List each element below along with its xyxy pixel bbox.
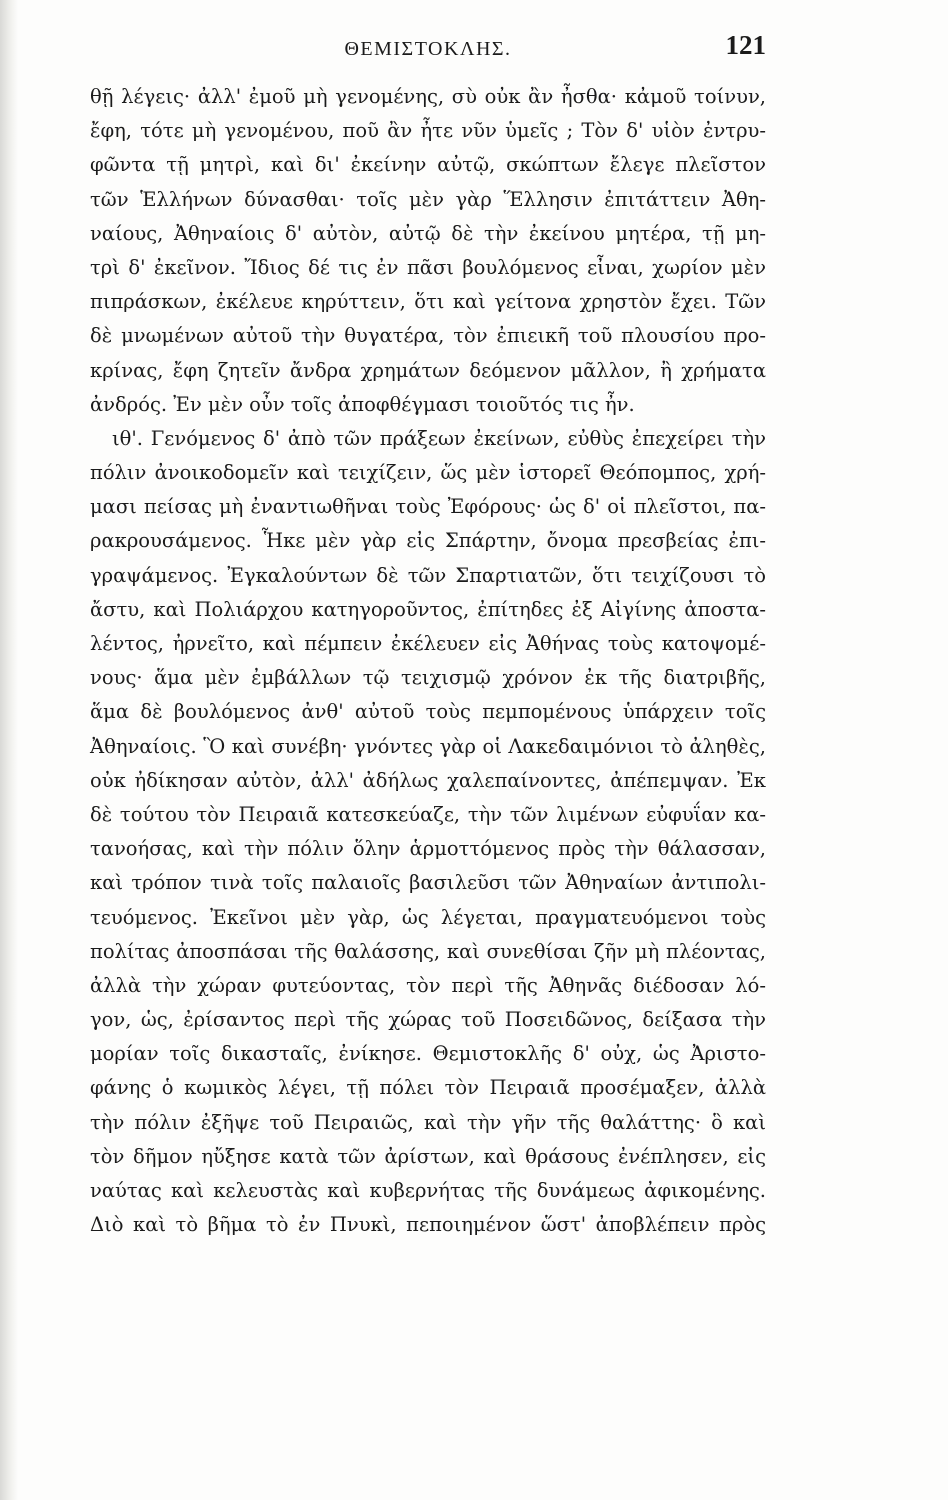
text-line: ἅμα δὲ βουλόμενος ἀνθ' αὐτοῦ τοὺς πεμπομένους ὑπάρχειν τοῖς	[90, 700, 766, 724]
text-line: Ἀθηναίοις. Ὃ καὶ συνέβη· γνόντες γὰρ οἱ Λακεδαιμόνιοι τὸ ἀληθὲς,	[90, 734, 766, 758]
text-line: Διὸ καὶ τὸ βῆμα τὸ ἐν Πνυκὶ, πεποιημένον ὥστ' ἀποβλέπειν πρὸς	[90, 1213, 766, 1237]
text-line: νους· ἅμα μὲν ἐμβάλλων τῷ τειχισμῷ χρόνον ἐκ τῆς διατριβῆς,	[90, 666, 766, 690]
text-line: μασι πείσας μὴ ἐναντιωθῆναι τοὺς Ἐφόρους· ὡς δ' οἱ πλεῖστοι, πα-	[90, 495, 766, 519]
text-line: τρὶ δ' ἐκεῖνον. Ἴδιος δέ τις ἐν πᾶσι βουλόμενος εἶναι, χωρίον μὲν	[90, 255, 766, 279]
text-line: ναύτας καὶ κελευστὰς καὶ κυβερνήτας τῆς δυνάμεως ἀφικομένης.	[90, 1179, 766, 1202]
text-line: ναίους, Ἀθηναίοις δ' αὐτὸν, αὐτῷ δὲ τὴν ἐκείνου μητέρα, τῇ μη-	[90, 221, 766, 245]
chapter-start-line: ιθ'. Γενόμενος δ' ἀπὸ τῶν πράξεων ἐκείνων, εὐθὺς ἐπεχείρει τὴν	[112, 426, 766, 450]
text-line: ἀνδρός. Ἐν μὲν οὖν τοῖς ἀποφθέγμασι τοιοῦτός τις ἦν.	[90, 392, 635, 416]
page-number: 121	[725, 30, 766, 60]
text-line: καὶ τρόπον τινὰ τοῖς παλαιοῖς βασιλεῦσι τῶν Ἀθηναίων ἀντιπολι-	[90, 871, 766, 895]
text-line: τευόμενος. Ἐκεῖνοι μὲν γὰρ, ὡς λέγεται, πραγματευόμενοι τοὺς	[90, 905, 766, 929]
text-line: πόλιν ἀνοικοδομεῖν καὶ τειχίζειν, ὥς μὲν ἱστορεῖ Θεόπομπος, χρή-	[90, 461, 766, 485]
page-header	[90, 30, 766, 70]
page-gutter-shadow	[0, 0, 18, 1500]
text-line: μορίαν τοῖς δικασταῖς, ἐνίκησε. Θεμιστοκλῆς δ' οὐχ, ὡς Ἀριστο-	[90, 1042, 766, 1066]
text-line: ἔφη, τότε μὴ γενομένου, ποῦ ἂν ἦτε νῦν ὑμεῖς ; Τὸν δ' υἱὸν ἐντρυ-	[90, 119, 766, 143]
text-line: τὴν πόλιν ἐξῆψε τοῦ Πειραιῶς, καὶ τὴν γῆν τῆς θαλάττης· ὃ καὶ	[90, 1110, 766, 1134]
body-text	[90, 80, 766, 1242]
text-line: οὐκ ἠδίκησαν αὐτὸν, ἀλλ' ἀδήλως χαλεπαίνοντες, ἀπέπεμψαν. Ἐκ	[90, 768, 766, 792]
text-line: τῶν Ἑλλήνων δύνασθαι· τοῖς μὲν γὰρ Ἕλλησιν ἐπιτάττειν Ἀθη-	[90, 187, 766, 211]
text-line: γραψάμενος. Ἐγκαλούντων δὲ τῶν Σπαρτιατῶν, ὅτι τειχίζουσι τὸ	[90, 563, 766, 587]
text-line: θῇ λέγεις· ἀλλ' ἐμοῦ μὴ γενομένης, σὺ οὐκ ἂν ἦσθα· κἀμοῦ τοίνυν,	[90, 85, 766, 108]
text-line: γον, ὡς, ἐρίσαντος περὶ τῆς χώρας τοῦ Ποσειδῶνος, δείξασα τὴν	[90, 1008, 766, 1032]
text-line: κρίνας, ἔφη ζητεῖν ἄνδρα χρημάτων δεόμενον μᾶλλον, ἢ χρήματα	[90, 358, 766, 382]
text-line: δὲ μνωμένων αὐτοῦ τὴν θυγατέρα, τὸν ἐπιεικῆ τοῦ πλουσίου προ-	[90, 324, 766, 348]
text-line: πολίτας ἀποσπάσαι τῆς θαλάσσης, καὶ συνεθίσαι ζῆν μὴ πλέοντας,	[90, 939, 766, 963]
text-line: φάνης ὁ κωμικὸς λέγει, τῇ πόλει τὸν Πειραιᾶ προσέμαξεν, ἀλλὰ	[90, 1076, 766, 1100]
text-line: πιπράσκων, ἐκέλευε κηρύττειν, ὅτι καὶ γείτονα χρηστὸν ἔχει. Τῶν	[90, 290, 766, 314]
text-line: ρακρουσάμενος. Ἧκε μὲν γὰρ εἰς Σπάρτην, ὄνομα πρεσβείας ἐπι-	[90, 529, 766, 553]
text-line: τὸν δῆμον ηὔξησε κατὰ τῶν ἀρίστων, καὶ θράσους ἐνέπλησεν, εἰς	[90, 1144, 766, 1168]
text-line: φῶντα τῇ μητρὶ, καὶ δι' ἐκείνην αὐτῷ, σκώπτων ἔλεγε πλεῖστον	[90, 153, 766, 177]
text-line: δὲ τούτου τὸν Πειραιᾶ κατεσκεύαζε, τὴν τῶν λιμένων εὐφυΐαν κα-	[90, 802, 766, 826]
text-line: ἀλλὰ τὴν χώραν φυτεύοντας, τὸν περὶ τῆς Ἀθηνᾶς διέδοσαν λό-	[90, 973, 766, 997]
text-line: ἄστυ, καὶ Πολιάρχου κατηγοροῦντος, ἐπίτηδες ἐξ Αἰγίνης ἀποστα-	[90, 597, 766, 621]
running-head: ΘΕΜΙΣΤΟΚΛΗΣ.	[344, 38, 512, 60]
text-line: λέντος, ἠρνεῖτο, καὶ πέμπειν ἐκέλευεν εἰς Ἀθήνας τοὺς κατοψομέ-	[90, 632, 766, 655]
text-line: τανοήσας, καὶ τὴν πόλιν ὅλην ἁρμοττόμενος πρὸς τὴν θάλασσαν,	[90, 837, 766, 861]
